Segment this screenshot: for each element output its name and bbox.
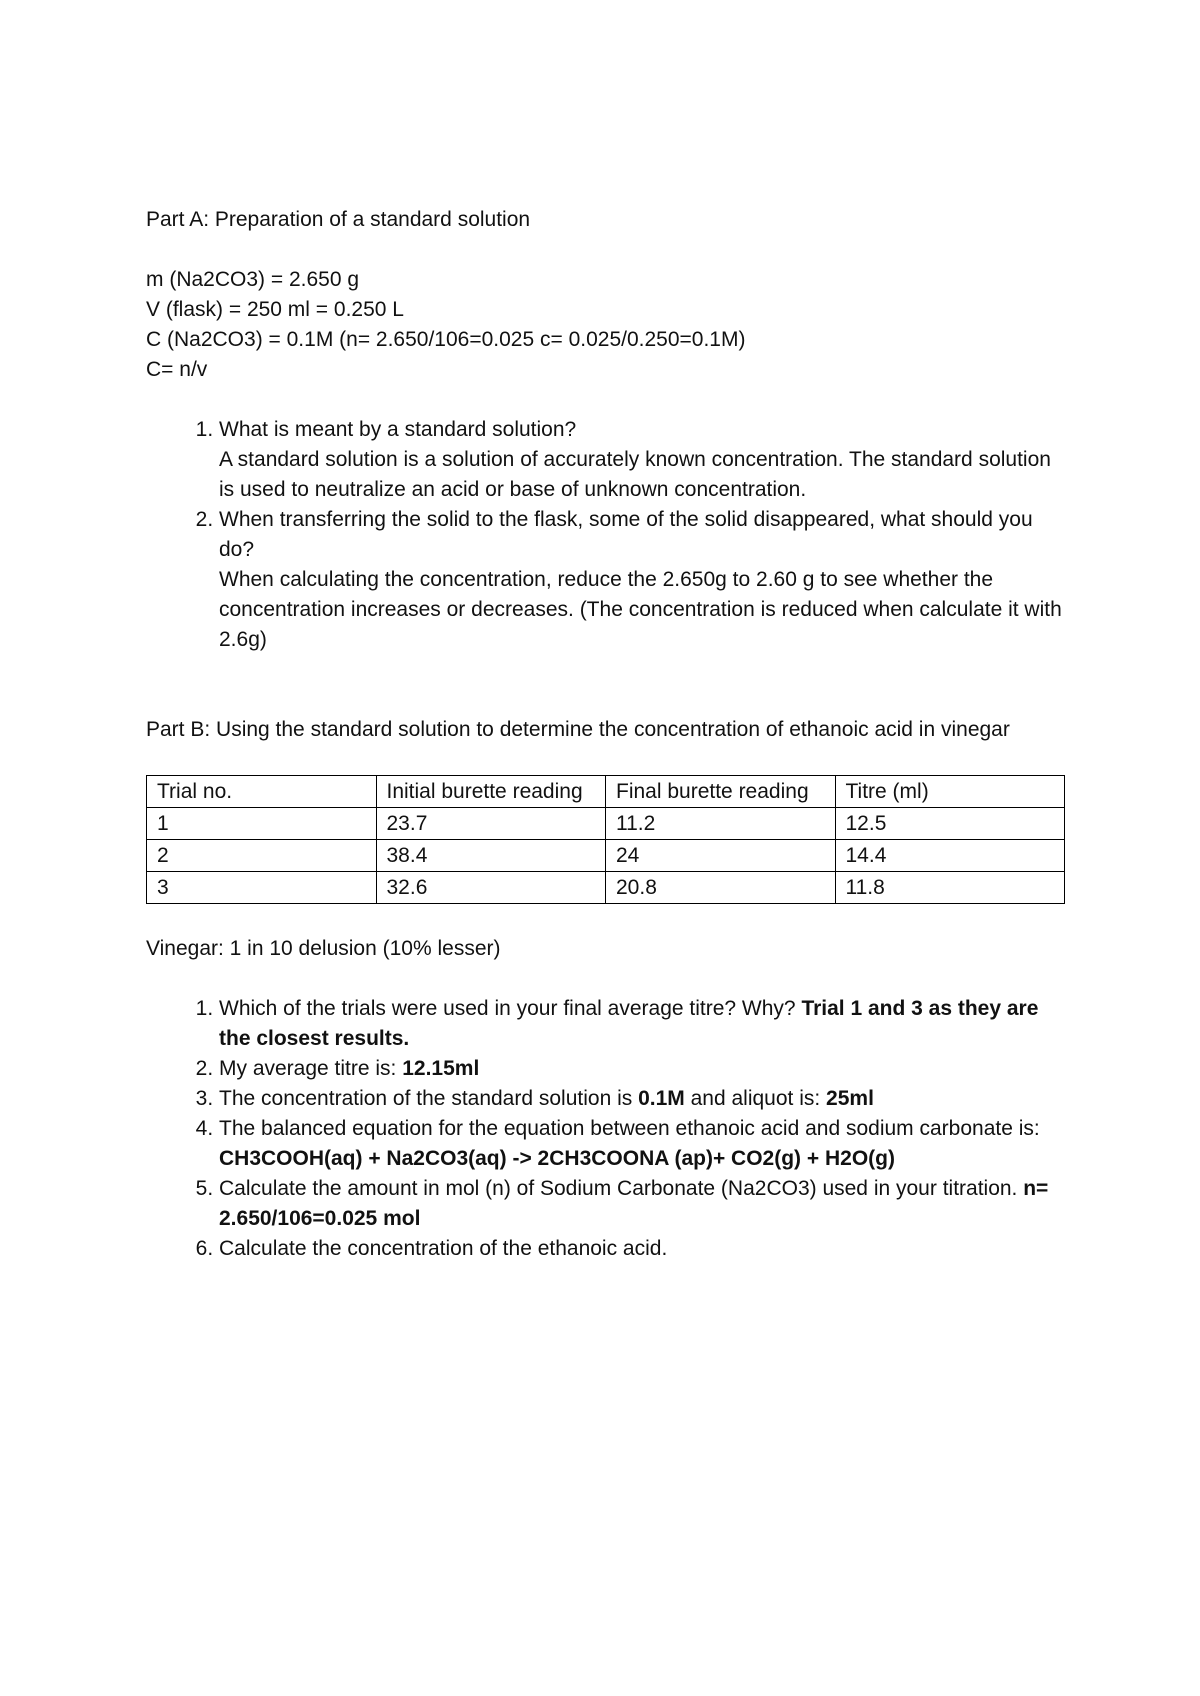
answer-text: Trial 1 and 3 as they are the closest results. xyxy=(219,997,1039,1050)
table-header-row xyxy=(147,776,1065,808)
table-cell: 1 xyxy=(147,808,377,840)
table-row xyxy=(147,872,1065,904)
part-a-heading: Part A: Preparation of a standard solution xyxy=(146,208,531,231)
document-body xyxy=(146,205,1066,1264)
table-cell: 20.8 xyxy=(606,872,836,904)
table-cell: 11.2 xyxy=(606,808,836,840)
question-text: and aliquot is: xyxy=(684,1087,827,1110)
table-header: Initial burette reading xyxy=(376,776,606,808)
answer-text: n= 2.650/106=0.025 mol xyxy=(219,1177,1049,1230)
table-cell: 32.6 xyxy=(376,872,606,904)
part-b-question-5 xyxy=(219,1174,1066,1234)
part-b-questions xyxy=(146,994,1066,1264)
answer-text: 25ml xyxy=(826,1087,874,1110)
table-header: Titre (ml) xyxy=(835,776,1065,808)
part-a-question-1 xyxy=(219,415,1066,505)
part-b-question-3 xyxy=(219,1084,1066,1114)
question-text: Calculate the concentration of the ethanoic acid. xyxy=(219,1237,668,1260)
answer-text: 0.1M xyxy=(638,1087,685,1110)
part-b-question-2 xyxy=(219,1054,1066,1084)
table-cell: 38.4 xyxy=(376,840,606,872)
table-header: Final burette reading xyxy=(606,776,836,808)
table-cell: 23.7 xyxy=(376,808,606,840)
answer-text: A standard solution is a solution of accurately known concentration. The standard solution is used to neutralize an acid or base of unknown concentration. xyxy=(219,448,1051,501)
table-cell: 2 xyxy=(147,840,377,872)
table-row xyxy=(147,808,1065,840)
part-a-questions xyxy=(146,415,1066,655)
table-row xyxy=(147,840,1065,872)
question-text: When transferring the solid to the flask, some of the solid disappeared, what should you do? xyxy=(219,508,1033,561)
formula-line: C= n/v xyxy=(146,358,208,381)
table-cell: 3 xyxy=(147,872,377,904)
titration-table xyxy=(146,775,1065,904)
question-text: My average titre is: xyxy=(219,1057,403,1080)
part-b-question-6 xyxy=(219,1234,1066,1264)
answer-text: 12.15ml xyxy=(402,1057,480,1080)
question-text: The concentration of the standard solution is xyxy=(219,1087,639,1110)
mass-line: m (Na2CO3) = 2.650 g xyxy=(146,268,360,291)
question-text: The balanced equation for the equation between ethanoic acid and sodium carbonate is: xyxy=(219,1117,1040,1140)
vinegar-note: Vinegar: 1 in 10 delusion (10% lesser) xyxy=(146,937,501,960)
table-cell: 12.5 xyxy=(835,808,1065,840)
question-text: Which of the trials were used in your final average titre? Why? xyxy=(219,997,802,1020)
table-cell: 24 xyxy=(606,840,836,872)
part-b-heading: Part B: Using the standard solution to determine the concentration of ethanoic acid in vinegar xyxy=(146,718,1010,741)
question-text: Calculate the amount in mol (n) of Sodium Carbonate (Na2CO3) used in your titration. xyxy=(219,1177,1024,1200)
part-b-question-1 xyxy=(219,994,1066,1054)
part-a-question-2 xyxy=(219,505,1066,655)
part-b-question-4 xyxy=(219,1114,1066,1174)
table-cell: 11.8 xyxy=(835,872,1065,904)
question-text: What is meant by a standard solution? xyxy=(219,418,577,441)
volume-line: V (flask) = 250 ml = 0.250 L xyxy=(146,298,404,321)
answer-text: CH3COOH(aq) + Na2CO3(aq) -> 2CH3COONA (ap)+ CO2(g) + H2O(g) xyxy=(219,1147,895,1170)
concentration-line: C (Na2CO3) = 0.1M (n= 2.650/106=0.025 c= 0.025/0.250=0.1M) xyxy=(146,328,746,351)
table-header: Trial no. xyxy=(147,776,377,808)
table-cell: 14.4 xyxy=(835,840,1065,872)
answer-text: When calculating the concentration, reduce the 2.650g to 2.60 g to see whether the concentration increases or decreases. (The concentration is reduced when calculate it with 2.6g) xyxy=(219,568,1062,651)
